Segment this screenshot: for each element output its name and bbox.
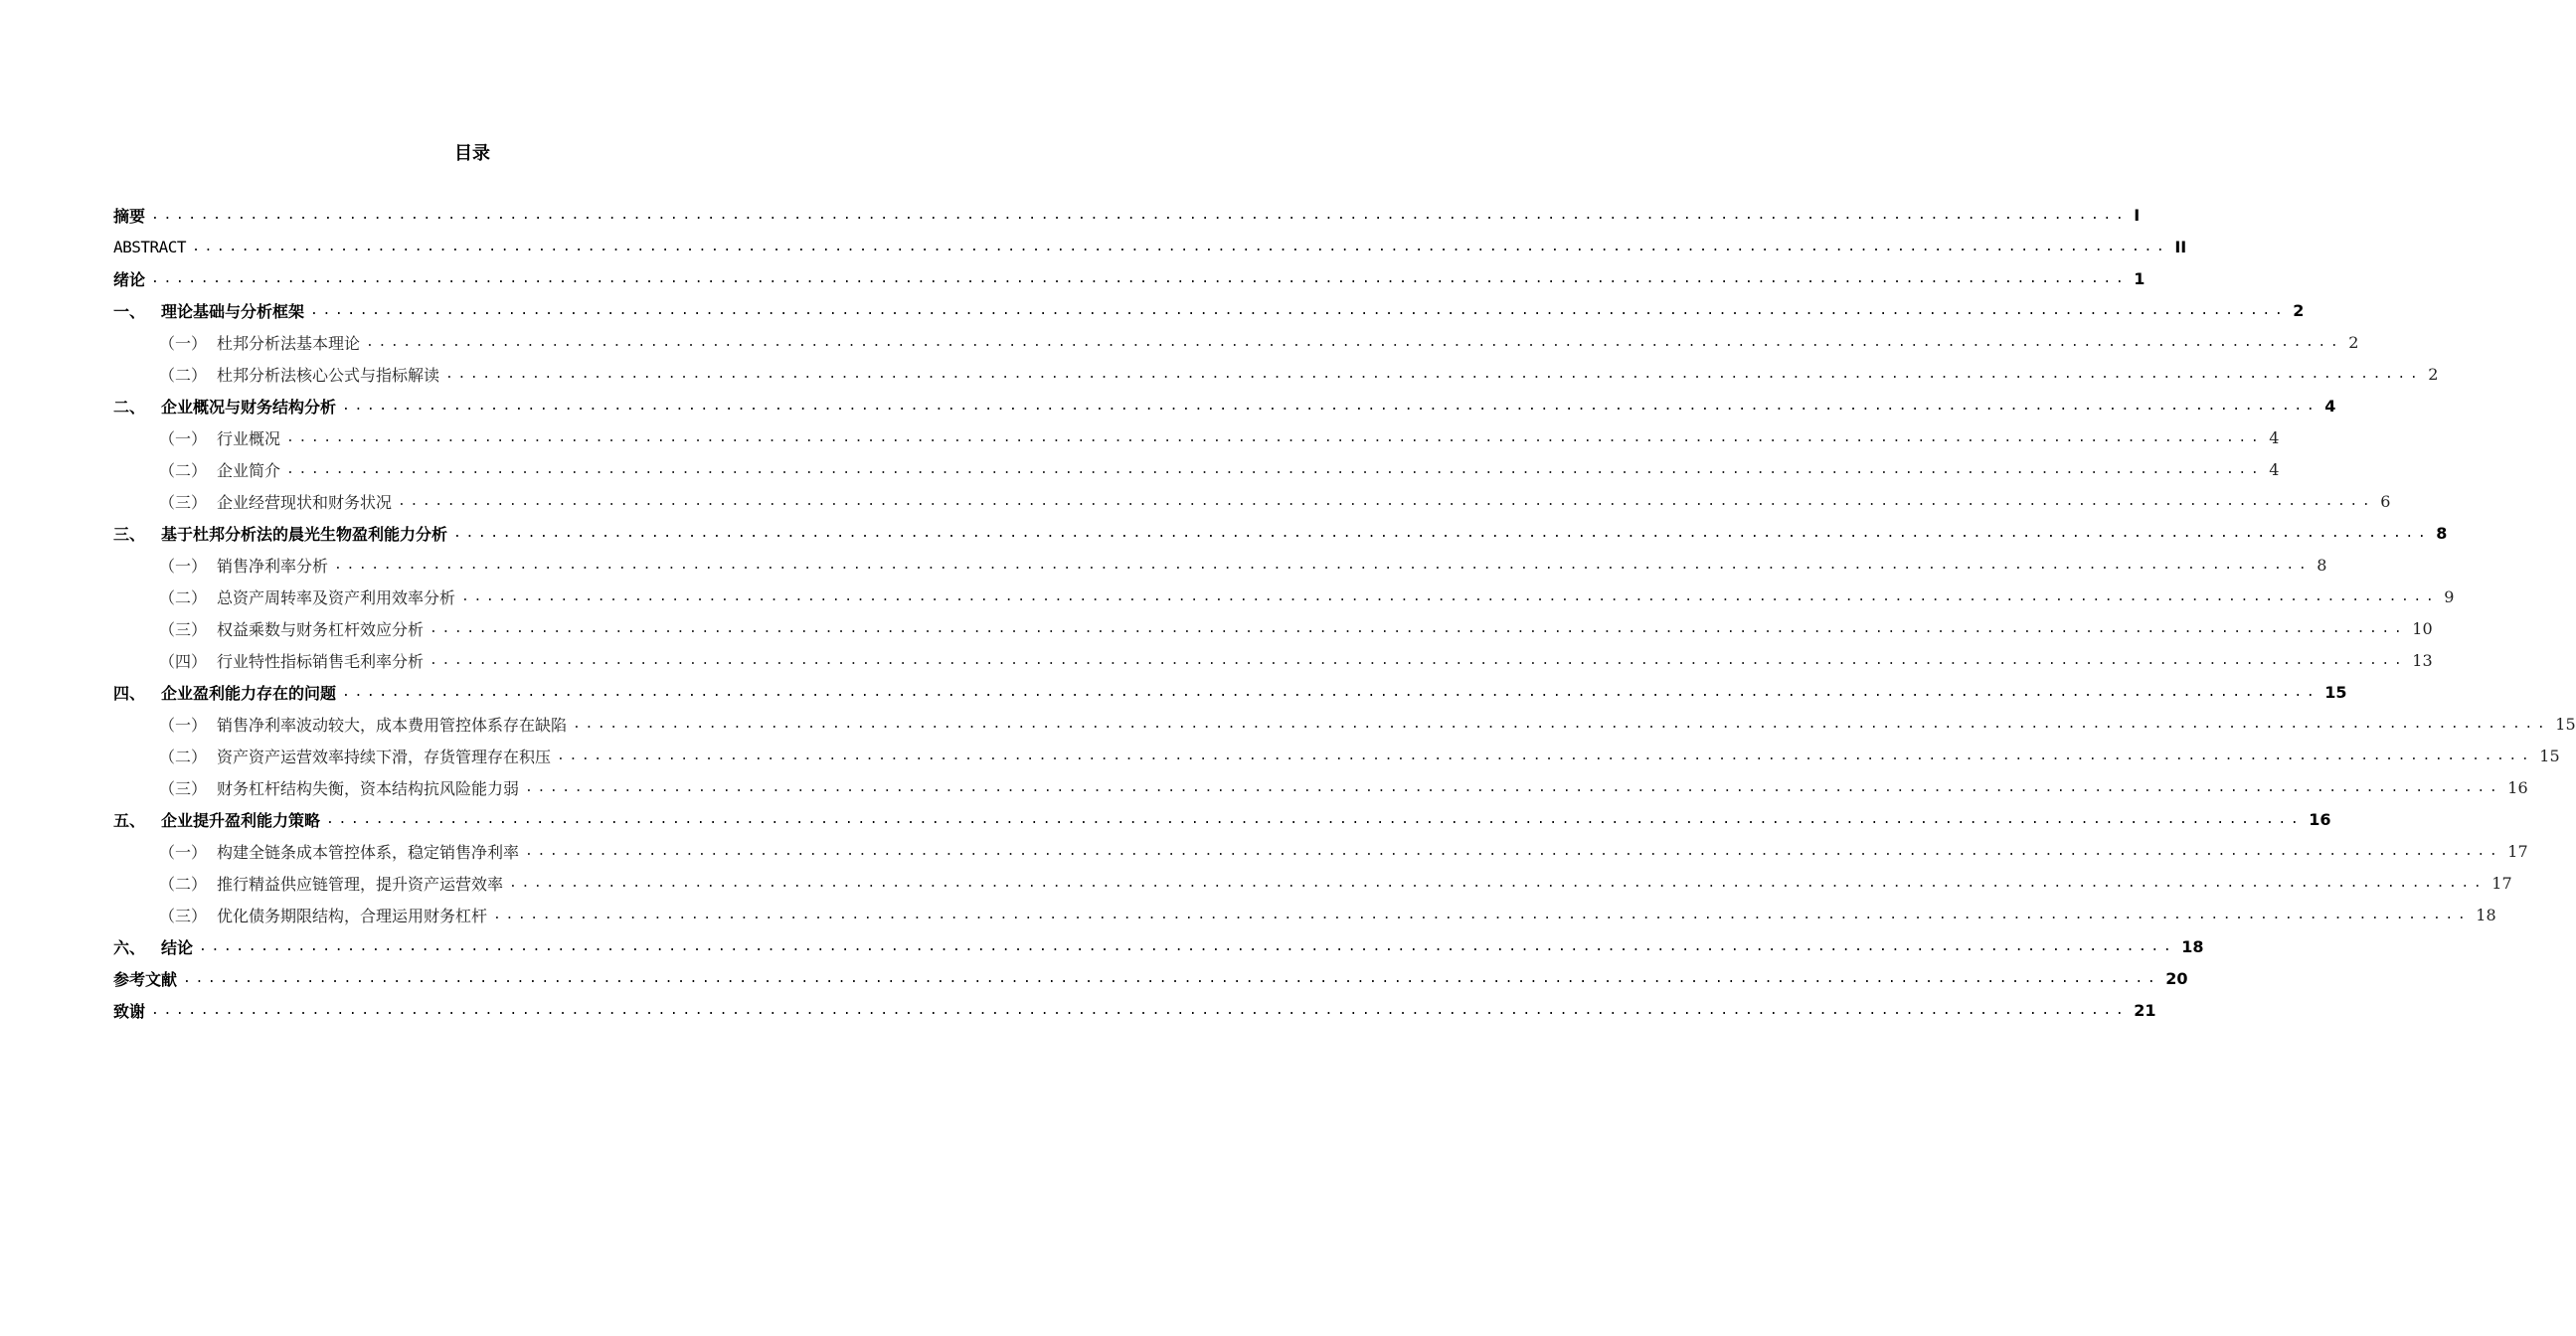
toc-entry-page-number: 10 (2412, 618, 2433, 638)
toc-entry-number: （二） (159, 874, 208, 894)
toc-entry[interactable] (113, 262, 2146, 294)
toc-entry[interactable] (113, 803, 2331, 835)
toc-entry-title: 推行精益供应链管理，提升资产运营效率 (217, 874, 504, 894)
toc-entry[interactable] (113, 517, 2448, 549)
toc-entry-title: 参考文献 (113, 969, 178, 989)
toc-entry-title: 行业特性指标销售毛利率分析 (217, 651, 425, 671)
toc-entry-title: 杜邦分析法基本理论 (217, 333, 361, 353)
toc-entry-number: （一） (159, 556, 208, 576)
toc-entry-number: （四） (159, 651, 208, 671)
toc-entry-number: （一） (159, 333, 208, 353)
toc-entry-page-number: 8 (2317, 555, 2327, 575)
toc-entry[interactable] (113, 358, 2439, 390)
toc-entry[interactable] (113, 390, 2336, 421)
toc-entry-title: ABSTRACT (113, 237, 187, 256)
toc-entry-number: （二） (159, 460, 208, 480)
toc-entry-title: 结论 (161, 937, 194, 957)
dot-leader: ................................................................................................................................................................ (183, 970, 2160, 986)
toc-entry-page-number: 8 (2436, 523, 2448, 543)
toc-entry-number: （一） (159, 428, 208, 448)
toc-entry[interactable] (113, 294, 2305, 326)
toc-entry-page-number: 18 (2476, 905, 2496, 924)
toc-entry-page-number: 13 (2412, 650, 2433, 670)
dot-leader: ................................................................................................................................................................ (493, 907, 2471, 922)
table-of-contents (113, 199, 2576, 1026)
dot-leader: ................................................................................................................................................................ (398, 493, 2375, 509)
toc-entry-page-number: 20 (2165, 968, 2188, 988)
toc-entry[interactable] (113, 421, 2280, 453)
toc-entry-page-number: 2 (2293, 300, 2305, 320)
toc-entry-title: 致谢 (113, 1001, 146, 1021)
toc-entry-page-number: 4 (2324, 396, 2336, 416)
dot-leader: ................................................................................................................................................................ (151, 1002, 2129, 1018)
toc-entry-title: 杜邦分析法核心公式与指标解读 (217, 365, 440, 385)
toc-entry-number: （三） (159, 619, 208, 639)
toc-entry-page-number: II (2174, 237, 2187, 256)
toc-entry[interactable] (113, 581, 2455, 612)
dot-leader: ................................................................................................................................................................ (509, 875, 2487, 891)
dot-leader: ................................................................................................................................................................ (429, 652, 2407, 668)
toc-entry-number: （三） (159, 492, 208, 512)
toc-entry-page-number: 16 (2507, 777, 2528, 797)
toc-entry[interactable] (113, 644, 2433, 676)
dot-leader: ................................................................................................................................................................ (461, 588, 2439, 604)
dot-leader: ................................................................................................................................................................ (525, 843, 2502, 859)
toc-entry-number: 五、 (113, 810, 146, 830)
page-title: 目录 (454, 143, 490, 164)
toc-entry-title: 销售净利率分析 (217, 556, 329, 576)
toc-entry-number: （三） (159, 778, 208, 798)
toc-entry[interactable] (113, 231, 2187, 262)
toc-entry[interactable] (113, 326, 2359, 358)
toc-entry-number: 三、 (113, 524, 146, 544)
dot-leader: ................................................................................................................................................................ (151, 270, 2129, 286)
toc-entry[interactable] (113, 740, 2560, 771)
dot-leader: ................................................................................................................................................................ (151, 207, 2129, 223)
toc-entry-number: （二） (159, 587, 208, 607)
toc-entry[interactable] (113, 899, 2496, 930)
toc-entry-title: 权益乘数与财务杠杆效应分析 (217, 619, 425, 639)
toc-entry-title: 企业盈利能力存在的问题 (161, 683, 337, 703)
toc-entry-title: 销售净利率波动较大，成本费用管控体系存在缺陷 (217, 715, 568, 735)
toc-entry-page-number: 16 (2309, 809, 2331, 829)
toc-entry-page-number: 15 (2324, 682, 2347, 702)
toc-entry-number: 四、 (113, 683, 146, 703)
toc-entry-title: 财务杠杆结构失衡，资本结构抗风险能力弱 (217, 778, 520, 798)
toc-entry-number: 一、 (113, 301, 146, 321)
toc-entry[interactable] (113, 708, 2576, 740)
dot-leader: ................................................................................................................................................................ (366, 334, 2343, 350)
dot-leader: ................................................................................................................................................................ (326, 811, 2304, 827)
toc-entry-title: 绪论 (113, 269, 146, 289)
toc-entry[interactable] (113, 930, 2204, 962)
toc-entry-title: 总资产周转率及资产利用效率分析 (217, 587, 456, 607)
toc-entry-title: 行业概况 (217, 428, 281, 448)
toc-entry-number: （一） (159, 715, 208, 735)
toc-entry-page-number: 4 (2269, 459, 2280, 479)
toc-entry-number: （二） (159, 365, 208, 385)
dot-leader: ................................................................................................................................................................ (445, 366, 2423, 382)
toc-entry-page-number: 15 (2539, 746, 2560, 765)
dot-leader: ................................................................................................................................................................ (342, 684, 2319, 700)
toc-entry-number: （一） (159, 842, 208, 862)
toc-entry-title: 企业概况与财务结构分析 (161, 397, 337, 417)
toc-entry-page-number: 21 (2134, 1000, 2156, 1020)
toc-entry[interactable] (113, 612, 2433, 644)
toc-entry[interactable] (113, 835, 2528, 867)
dot-leader: ................................................................................................................................................................ (573, 716, 2550, 732)
toc-entry-title: 企业简介 (217, 460, 281, 480)
dot-leader: ................................................................................................................................................................ (286, 461, 2264, 477)
toc-entry[interactable] (113, 994, 2156, 1026)
dot-leader: ................................................................................................................................................................ (192, 239, 2169, 254)
dot-leader: ................................................................................................................................................................ (557, 748, 2534, 763)
toc-entry-title: 企业经营现状和财务状况 (217, 492, 393, 512)
toc-entry-number: （三） (159, 906, 208, 925)
toc-entry-title: 摘要 (113, 206, 146, 226)
toc-entry[interactable] (113, 485, 2391, 517)
toc-entry-page-number: 15 (2555, 714, 2576, 734)
toc-entry-page-number: 9 (2444, 586, 2455, 606)
toc-entry-page-number: I (2134, 205, 2141, 225)
toc-entry[interactable] (113, 453, 2280, 485)
toc-entry-title: 基于杜邦分析法的晨光生物盈利能力分析 (161, 524, 448, 544)
toc-entry-page-number: 6 (2380, 491, 2391, 511)
dot-leader: ................................................................................................................................................................ (334, 557, 2312, 573)
toc-entry[interactable] (113, 199, 2141, 231)
dot-leader: ................................................................................................................................................................ (310, 302, 2288, 318)
dot-leader: ................................................................................................................................................................ (342, 398, 2319, 414)
toc-entry[interactable] (113, 962, 2188, 994)
toc-entry-title: 理论基础与分析框架 (161, 301, 305, 321)
dot-leader: ................................................................................................................................................................ (286, 429, 2264, 445)
toc-entry-title: 优化债务期限结构，合理运用财务杠杆 (217, 906, 488, 925)
toc-entry-number: 二、 (113, 397, 146, 417)
toc-entry-number: 六、 (113, 937, 146, 957)
toc-entry[interactable] (113, 771, 2528, 803)
toc-entry[interactable] (113, 549, 2327, 581)
toc-entry-page-number: 17 (2491, 873, 2512, 893)
dot-leader: ................................................................................................................................................................ (199, 938, 2176, 954)
dot-leader: ................................................................................................................................................................ (525, 779, 2502, 795)
toc-entry-page-number: 2 (2428, 364, 2439, 384)
toc-entry-title: 企业提升盈利能力策略 (161, 810, 321, 830)
toc-entry-page-number: 2 (2348, 332, 2359, 352)
toc-entry-page-number: 4 (2269, 427, 2280, 447)
toc-entry-title: 构建全链条成本管控体系，稳定销售净利率 (217, 842, 520, 862)
toc-entry-title: 资产资产运营效率持续下滑，存货管理存在积压 (217, 747, 552, 766)
toc-entry-page-number: 1 (2134, 268, 2146, 288)
toc-entry-page-number: 18 (2181, 936, 2204, 956)
toc-entry[interactable] (113, 867, 2512, 899)
dot-leader: ................................................................................................................................................................ (429, 620, 2407, 636)
toc-entry[interactable] (113, 676, 2347, 708)
dot-leader: ................................................................................................................................................................ (453, 525, 2431, 541)
toc-entry-number: （二） (159, 747, 208, 766)
toc-entry-page-number: 17 (2507, 841, 2528, 861)
